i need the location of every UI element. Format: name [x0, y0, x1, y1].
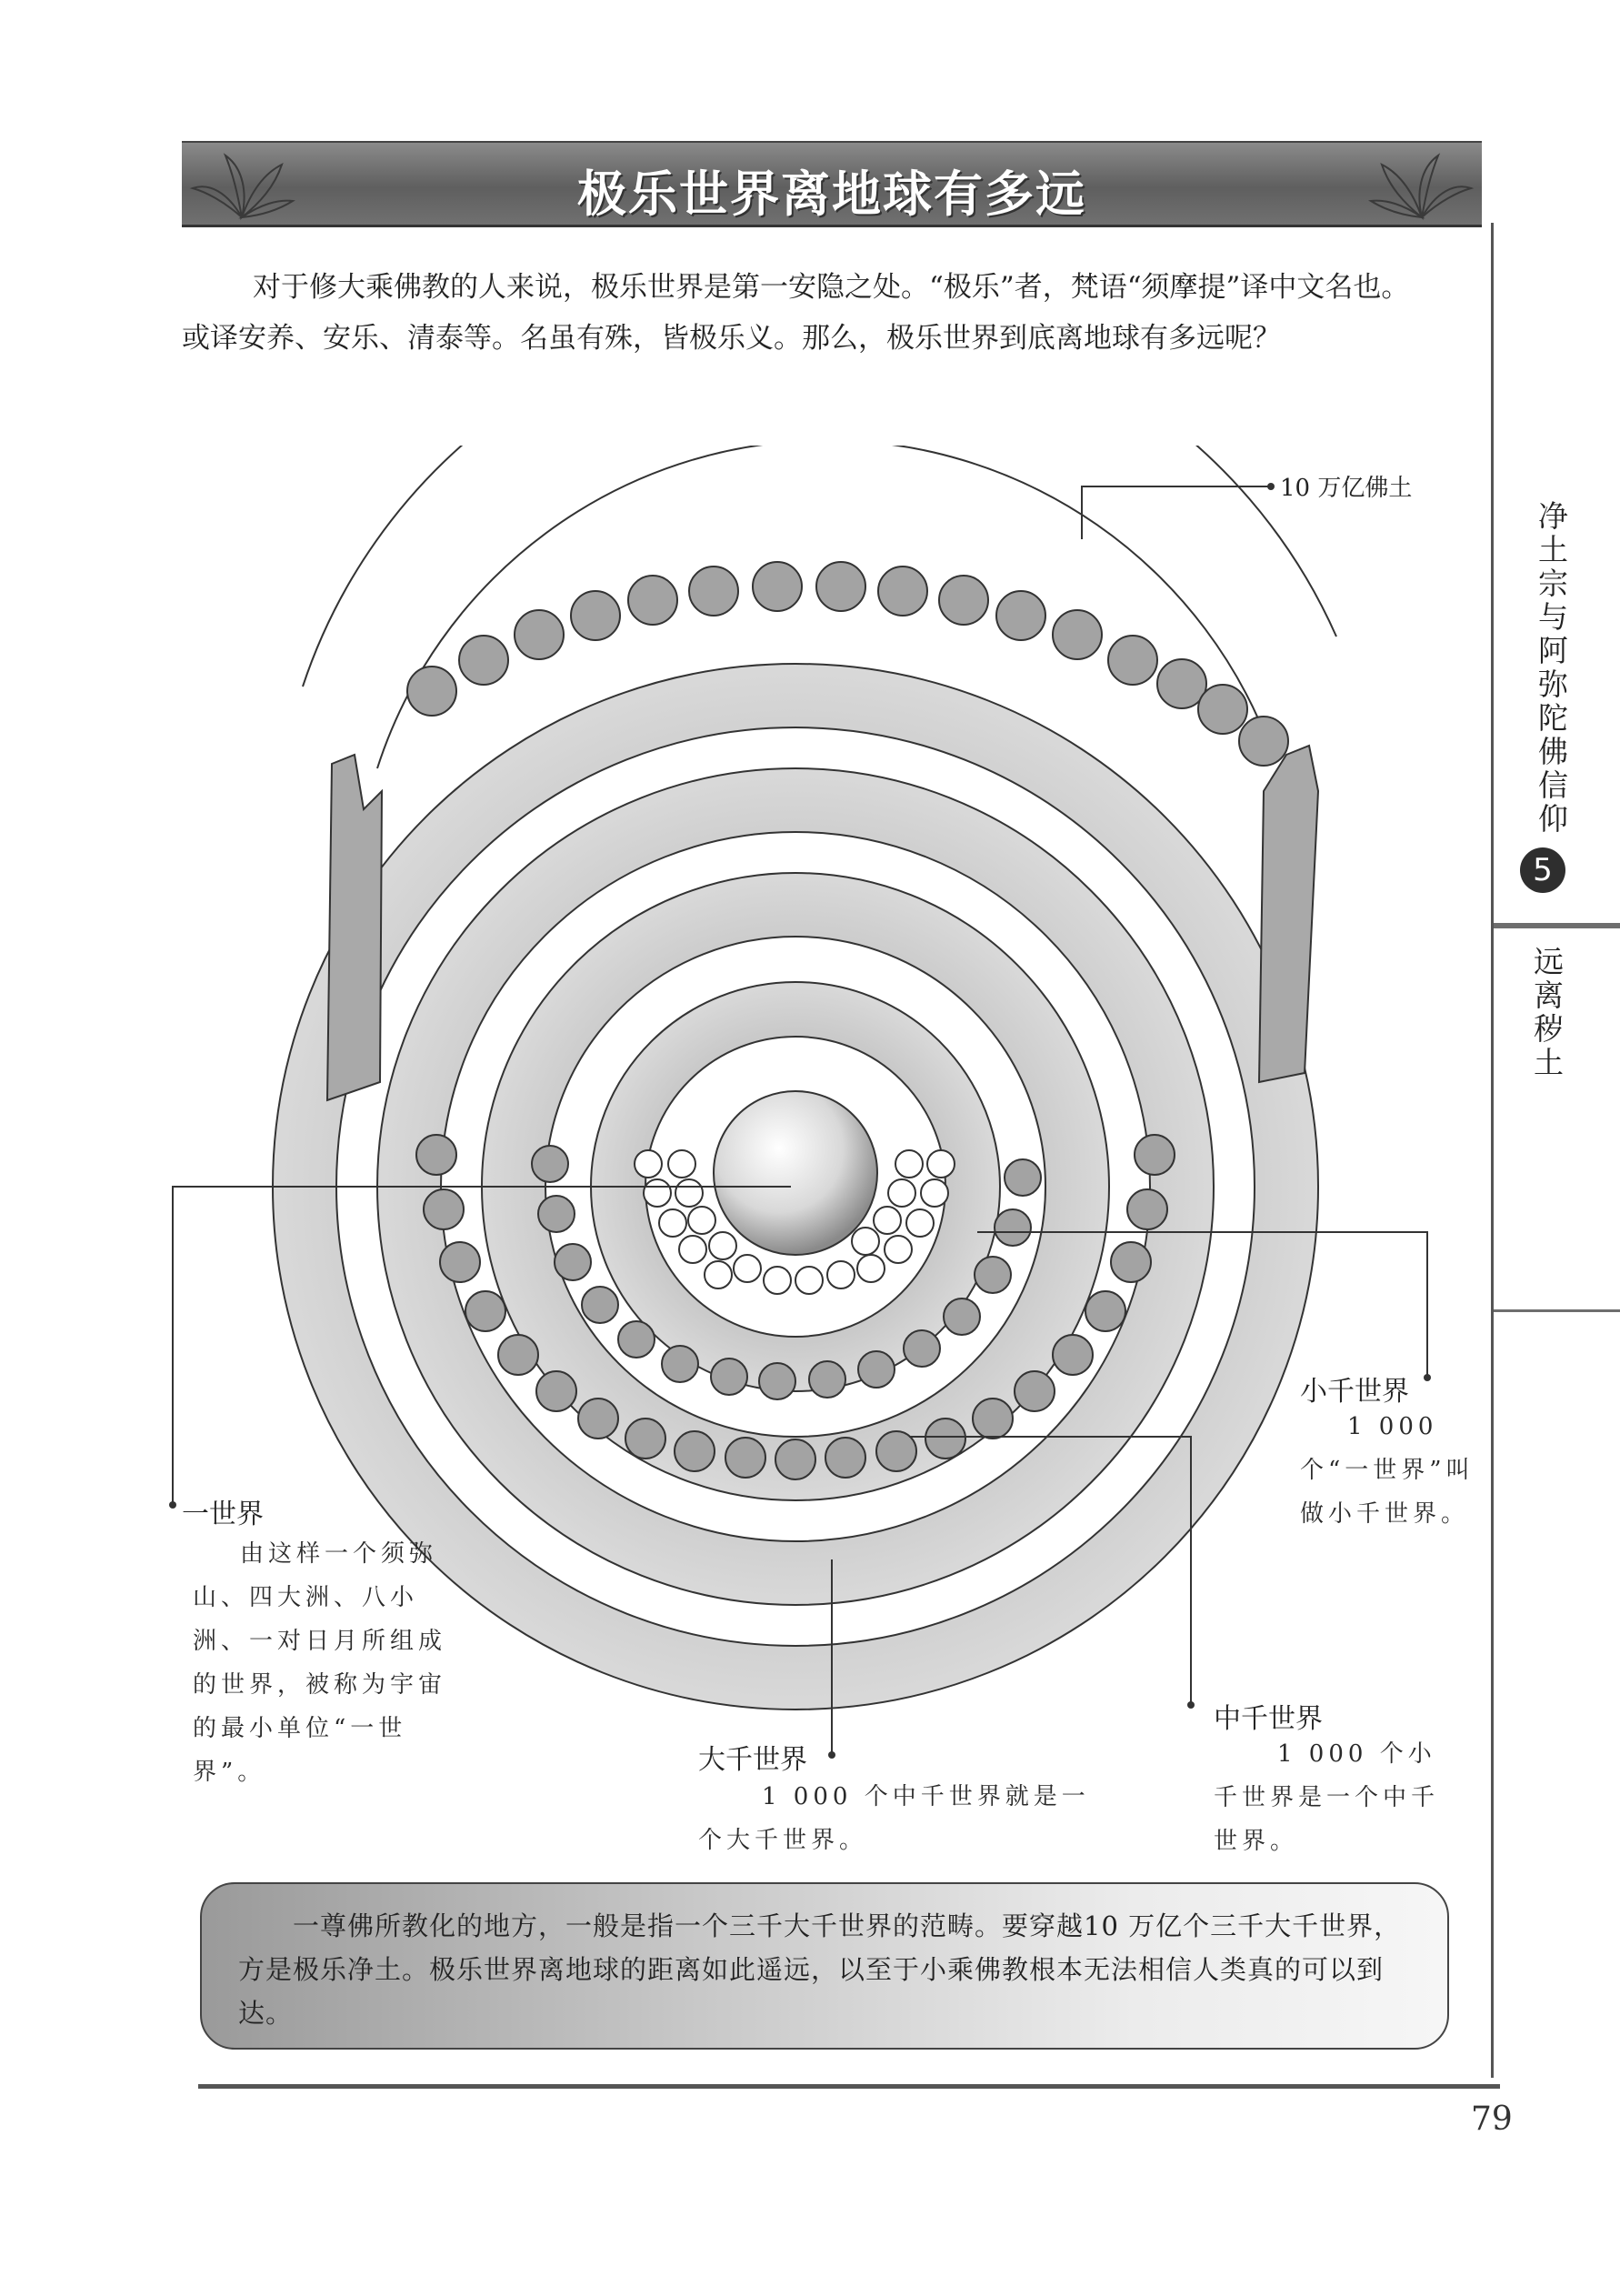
label-zhongqian-title: 中千世界	[1214, 1703, 1323, 1735]
label-daqian-desc: 1 000 个中千世界就是一个大千世界。	[698, 1783, 1090, 1854]
label-xiaoqian-title: 小千世界	[1300, 1376, 1409, 1408]
label-xiaoqian-desc: 1 000 个“一世界”叫做小千世界。	[1300, 1413, 1475, 1528]
label-yi-shijie-title: 一世界	[182, 1499, 264, 1530]
side-divider-lower	[1494, 1309, 1620, 1312]
section-title: 远离秽土	[1529, 946, 1565, 1080]
label-zhongqian-desc: 1 000 个小千世界是一个中千世界。	[1214, 1740, 1440, 1855]
label-top-buddha-lands: 10 万亿佛土	[1280, 475, 1413, 502]
lotus-right-icon	[1367, 146, 1476, 221]
chapter-title: 净土宗与阿弥陀佛信仰	[1534, 500, 1569, 837]
central-sphere	[714, 1091, 877, 1255]
page-title: 极乐世界离地球有多远	[577, 165, 1086, 223]
chapter-number-badge: 5	[1520, 847, 1565, 893]
label-yi-shijie-desc: 由这样一个须弥山、四大洲、八小洲、一对日月所组成的世界，被称为宇宙的最小单位“一世界”。	[193, 1540, 447, 1786]
bottom-rule	[198, 2084, 1500, 2089]
title-banner	[182, 141, 1482, 227]
intro-paragraph: 对于修大乘佛教的人来说，极乐世界是第一安隐之处。“极乐”者，梵语“须摩提”译中文名也。或译安养、安乐、清泰等。名虽有殊，皆极乐义。那么，极乐世界到底离地球有多远呢？	[182, 271, 1410, 355]
label-daqian-title: 大千世界	[698, 1744, 807, 1776]
right-border-rule	[1491, 223, 1494, 2078]
callout-text: 一尊佛所教化的地方，一般是指一个三千大千世界的范畴。要穿越10 万亿个三千大千世界，方是极乐净土。极乐世界离地球的距离如此遥远，以至于小乘佛教根本无法相信人类真的可以到达。	[238, 1910, 1402, 2029]
page-number: 79	[1471, 2100, 1513, 2138]
side-divider	[1494, 923, 1620, 928]
callout-box	[200, 1882, 1449, 2050]
